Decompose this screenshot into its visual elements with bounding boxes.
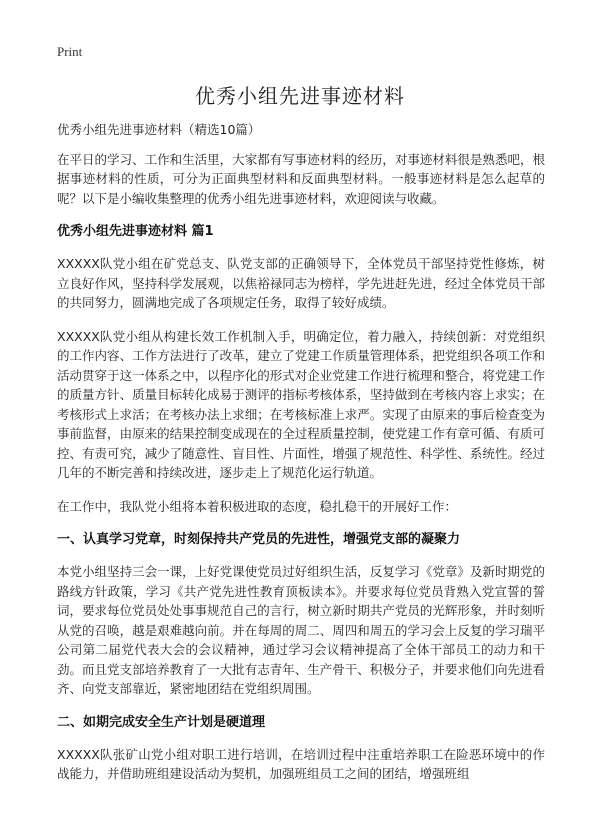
heading-2: 二、如期完成安全生产计划是硬道理 — [57, 714, 266, 730]
intro-paragraph: 在平日的学习、工作和生活里，大家都有写事迹材料的经历，对事迹材料很是熟悉吧，根据事迹材料的性质，可分为正面典型材料和反面典型材料。一般事迹材料是怎么起草的呢？以下是小编收集整理的优秀小组先进事迹材料，欢迎阅读与收藏。 — [57, 151, 545, 206]
heading-1: 一、认真学习党章，时刻保持共产党员的先进性，增强党支部的凝聚力 — [57, 532, 461, 547]
paragraph-3: 在工作中，我队党小组将本着积极进取的态度，稳扎稳干的开展好工作： — [57, 498, 458, 514]
print-link[interactable]: Print — [57, 44, 83, 59]
paragraph-2: XXXXX队党小组从构建长效工作机制入手，明确定位，着力融入，持续创新：对党组织的工作内容、工作方法进行了改革，建立了党建工作质量管理体系，把党组织各项工作和活动贯穿于这一体系之中，以程序化的形式对企业党建工作进行梳理和整合，将党建工作的质量方针、质量目标转化成易于测评的指标考核体系，坚持做到在考核内容上求实；在考核形式上求活；在考核办法上求细；在考核标准上求严。实现了由原来的事后检查变为事前监督，由原来的结果控制变成现在的全过程质量控制，使党建工作有章可循、有质可控、有责可究，减少了随意性、盲目性、片面性，增强了规范性、科学性、系统性。经过几年的不断完善和持续改进，逐步走上了规范化运行轨道。 — [57, 328, 545, 480]
document-body — [57, 120, 545, 798]
document-subtitle: 优秀小组先进事迹材料（精选10篇） — [57, 122, 261, 137]
document-title: 优秀小组先进事迹材料 — [195, 84, 405, 108]
section-title: 优秀小组先进事迹材料 篇1 — [57, 224, 214, 239]
paragraph-5: XXXXX队张矿山党小组对职工进行培训，在培训过程中注重培养职工在险恶环境中的作战能力，并借助班组建设活动为契机，加强班组员工之间的团结，增强班组 — [57, 746, 545, 781]
paragraph-1: XXXXX队党小组在矿党总支、队党支部的正确领导下，全体党员干部坚持党性修炼，树立良好作风，坚持科学发展观，以焦裕禄同志为榜样，学先进赶先进，经过全体党员干部的共同努力，圆满地完成了各项规定任务，取得了较好成绩。 — [57, 256, 545, 310]
paragraph-4: 本党小组坚持三会一课，上好党课使党员过好组织生活，反复学习《党章》及新时期党的路线方针政策，学习《共产党先进性教育顶板读本》。并要求每位党员背熟入党宣誓的誓词，要求每位党员处处事事规范自己的言行，树立新时期共产党员的光辉形象，并时刻听从党的召唤，越是艰难越向前。并在每周的周二、周四和周五的学习会上反复的学习瑞平公司第二届党代表大会的会议精神，通过学习会议精神提高了全体干部员工的动力和干劲。而且党支部培养教育了一大批有志青年、生产骨干、积极分子，并要求他们向先进看齐、向党支部靠近，紧密地团结在党组织周围。 — [57, 564, 545, 696]
